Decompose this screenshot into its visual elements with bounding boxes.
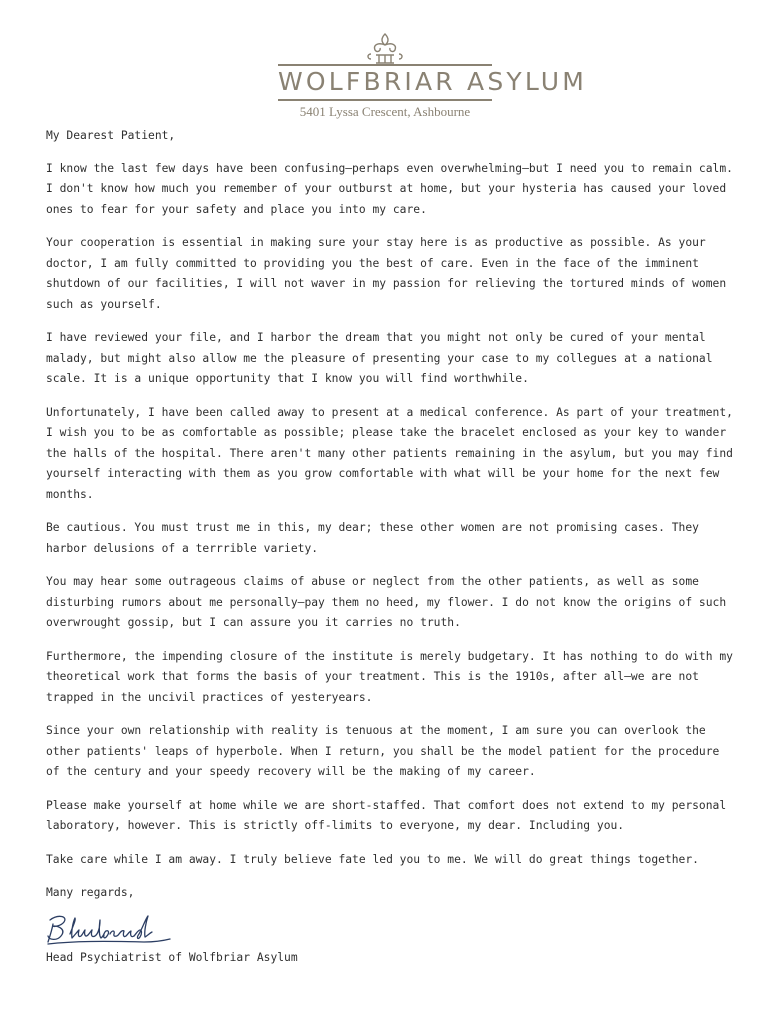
paragraph: Please make yourself at home while we are short-staffed. That comfort does not extend to my personal laboratory, however. This is strictly off-limits to everyone, my dear. Including you.: [46, 798, 727, 832]
letterhead-bottom-rule: [278, 99, 492, 101]
paragraph: I know the last few days have been confusing—perhaps even overwhelming—but I need you to remain calm. I don't know how much you remember of your outburst at home, but your hysteria has caused your loved ones to fear for your safety and place you into my care.: [46, 161, 733, 216]
paragraph: Take care while I am away. I truly believe fate led you to me. We will do great things together.: [46, 852, 699, 866]
paragraph: Since your own relationship with reality is tenuous at the moment, I am sure you can overlook the other patients' leaps of hyperbole. When I return, you shall be the model patient for the procedure of the century and your speedy recovery will be the making of my career.: [46, 724, 720, 778]
organization-name: WOLFBRIAR ASYLUM: [278, 67, 588, 96]
paragraph: You may hear some outrageous claims of abuse or neglect from the other patients, as well as some disturbing rumors about me personally—pay them no heed, my flower. I do not know the origins of such overwrought gossip, but I can assure you it carries no truth.: [46, 575, 727, 629]
closing: Many regards,: [46, 886, 135, 899]
letter-body: [46, 126, 736, 917]
letterhead: [0, 0, 768, 125]
paragraph: I have reviewed your file, and I harbor the dream that you might not only be cured of your mental malady, but might also allow me the pleasure of presenting your case to my collegues at a national scale. It is a unique opportunity that I know you will find worthwhile.: [46, 331, 713, 385]
signature-title: Head Psychiatrist of Wolfbriar Asylum: [46, 951, 298, 964]
organization-address: 5401 Lyssa Crescent, Ashbourne: [299, 104, 471, 119]
paragraph: Your cooperation is essential in making sure your stay here is as productive as possible. As your doctor, I am fully committed to providing you the best of care. Even in the face of the imminent shutdown of our facilities, I will not waver in my passion for relieving the tortured minds of women such as yourself.: [46, 236, 727, 311]
paragraph: Be cautious. You must trust me in this, my dear; these other women are not promising cases. They harbor delusions of a terrrible variety.: [46, 521, 699, 555]
handwritten-signature: [44, 912, 174, 950]
paragraph: Unfortunately, I have been called away to present at a medical conference. As part of your treatment, I wish you to be as comfortable as possible; please take the bracelet enclosed as your key to wander the halls of the hospital. There aren't many other patients remaining in the asylum, but you may find yourself interacting with them as you grow comfortable with what will be your home for the next few months.: [46, 405, 733, 501]
salutation: My Dearest Patient,: [46, 129, 176, 142]
paragraph: Furthermore, the impending closure of the institute is merely budgetary. It has nothing to do with my theoretical work that forms the basis of your treatment. This is the 1910s, after all—we are not trapped in the uncivil practices of yesteryears.: [46, 649, 733, 704]
